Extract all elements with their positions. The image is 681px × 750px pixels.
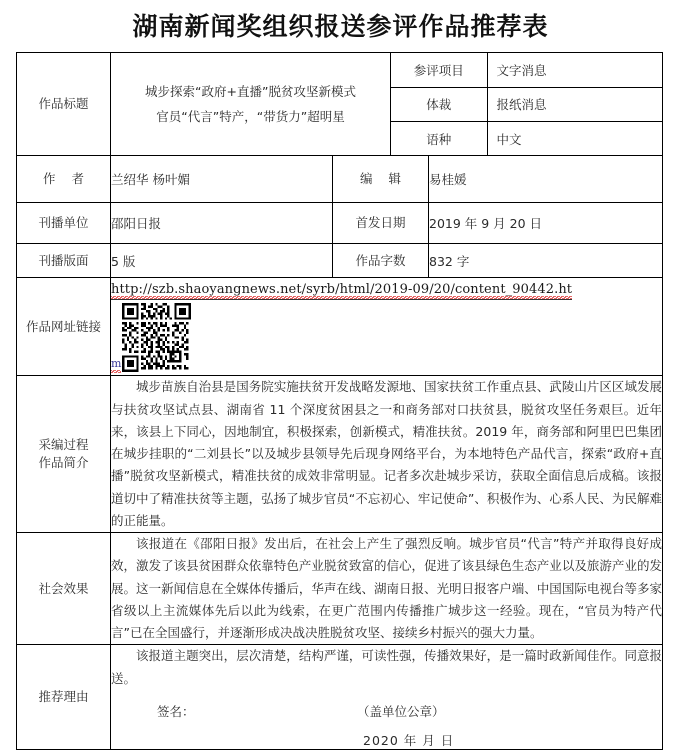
label-entry-category: 参评项目	[391, 53, 487, 87]
value-work-title	[111, 53, 391, 156]
recommendation-form-table	[16, 52, 663, 750]
page-title: 湖南新闻奖组织报送参评作品推荐表	[132, 12, 549, 41]
value-language: 中文	[487, 121, 663, 155]
value-entry-category: 文字消息	[487, 53, 663, 87]
value-word-count: 832 字	[429, 244, 663, 278]
table-row-author	[17, 156, 663, 203]
table-row-publisher	[17, 203, 663, 244]
value-author: 兰绍华 杨叶媚	[111, 156, 333, 203]
label-social-effect: 社会效果	[17, 533, 111, 645]
value-url-cell	[111, 278, 663, 376]
label-work-title: 作品标题	[17, 53, 111, 156]
value-genre: 报纸消息	[487, 87, 663, 121]
label-language: 语种	[391, 121, 487, 155]
label-first-publish-date: 首发日期	[333, 203, 429, 244]
value-process-cell	[111, 376, 663, 533]
value-editor: 易桂媛	[429, 156, 663, 203]
official-seal-label: （盖单位公章）	[357, 703, 445, 719]
work-url-link[interactable]: http://szb.shaoyangnews.net/syrb/html/2019-09/20/content_90442.ht	[111, 282, 572, 300]
recommendation-paragraph: 该报道主题突出，层次清楚，结构严谨，可读性强，传播效果好，是一篇时政新闻佳作。同意报送。	[111, 648, 662, 686]
qr-code-block	[111, 303, 662, 372]
table-row-genre	[391, 87, 663, 121]
social-effect-paragraph: 该报道在《邵阳日报》发出后，在社会上产生了强烈反响。城步官员“代言”特产并取得良好成效，激发了该县贫困群众依靠特色产业脱贫致富的信心，促进了该县绿色生态产业以及旅游产业的发展。这一新闻信息在全媒体传播后，华声在线、湖南日报、光明日报客户端、中国国际电视台等多家省级以上主流媒体先后以此为线索，在更广范围内传播推广城步这一经验。现在，“官员为特产代言”已在全国盛行，并逐渐形成决战决胜脱贫攻坚、接续乡村振兴的强大力量。	[111, 536, 662, 640]
label-publish-page: 刊播版面	[17, 244, 111, 278]
value-publish-page: 5 版	[111, 244, 333, 278]
table-row-recommendation	[17, 645, 663, 750]
label-process-line-2: 作品简介	[38, 455, 89, 471]
qr-marker-label: m	[111, 357, 122, 371]
work-title-line-1: 城步探索“政府+直播”脱贫攻坚新模式	[145, 84, 356, 100]
table-row-publish-page	[17, 244, 663, 278]
work-title-line-2: 官员“代言”特产，“带货力”超明星	[156, 109, 345, 125]
value-first-publish-date: 2019 年 9 月 20 日	[429, 203, 663, 244]
qr-code-icon	[122, 303, 191, 372]
label-recommendation: 推荐理由	[17, 645, 111, 750]
signature-label: 签名：	[157, 703, 195, 719]
label-process-line-1: 采编过程	[38, 437, 89, 452]
table-row-process	[17, 376, 663, 533]
table-row-entry-category	[391, 53, 663, 87]
table-row-language	[391, 121, 663, 155]
label-process	[17, 376, 111, 533]
label-word-count: 作品字数	[333, 244, 429, 278]
signature-row	[111, 702, 662, 720]
table-row-social-effect	[17, 533, 663, 645]
process-paragraph: 城步苗族自治县是国务院实施扶贫开发战略发源地、国家扶贫工作重点县、武陵山片区区域发展与扶贫攻坚试点县、湖南省 11 个深度贫困县之一和商务部对口扶贫县，脱贫攻坚任务艰巨。近年来，该县上下同心，因地制宜，积极探索，创新模式，精准扶贫。2019 年，商务部和阿里巴巴集团在城步挂职的“二刘县长”以及城步县领导先后现身网络平台，为本地特色产品代言，探索“政府+直播”脱贫攻坚新模式，精准扶贫的成效非常明显。记者多次赴城步采访，获取全面信息后成稿。该报道切中了精准扶贫等主题，弘扬了城步官员“不忘初心、牢记使命”、积极作为、心系人民、为民解难的正能量。	[111, 379, 662, 528]
value-recommendation-cell	[111, 645, 663, 750]
label-author: 作 者	[17, 156, 111, 203]
label-editor: 编 辑	[333, 156, 429, 203]
value-social-effect-cell	[111, 533, 663, 645]
table-row-url	[17, 278, 663, 376]
table-row-work-title	[17, 53, 663, 156]
label-url: 作品网址链接	[17, 278, 111, 376]
label-publisher: 刊播单位	[17, 203, 111, 244]
label-genre: 体裁	[391, 87, 487, 121]
recommendation-date-line: 2020 年 月 日	[363, 732, 455, 748]
value-publisher: 邵阳日报	[111, 203, 333, 244]
work-meta-table	[391, 53, 663, 155]
work-meta-group	[391, 53, 663, 156]
